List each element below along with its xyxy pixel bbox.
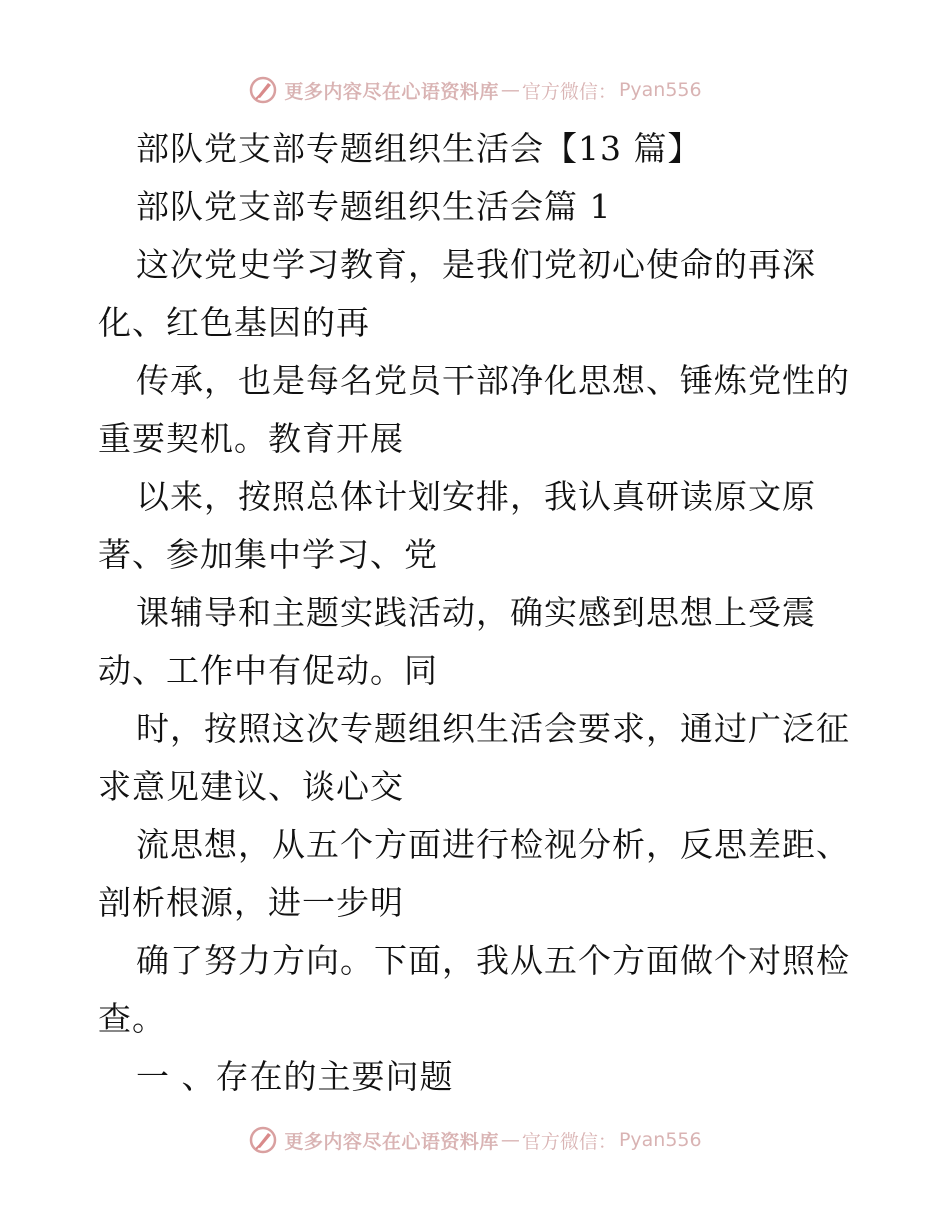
watermark-main-text: 更多内容尽在心语资料库	[284, 80, 499, 103]
watermark-wechat-id: Pyan556	[618, 1129, 702, 1151]
paragraph-line: 化、红色基因的再	[98, 303, 370, 342]
header-watermark-banner	[0, 70, 950, 110]
paragraph-line: 动、工作中有促动。同	[98, 651, 438, 690]
paragraph-line: 求意见建议、谈心交	[98, 767, 404, 806]
paragraph-line: 重要契机。教育开展	[98, 419, 404, 458]
paragraph-line: 查。	[98, 999, 166, 1038]
paragraph-line: 这次党史学习教育，是我们党初心使命的再深	[136, 245, 816, 284]
watermark-sub-text: 官方微信：	[521, 80, 617, 103]
paragraph-line: 时，按照这次专题组织生活会要求，通过广泛征	[136, 709, 850, 748]
document-title: 部队党支部专题组织生活会【13 篇】	[136, 129, 702, 168]
paragraph-line: 传承，也是每名党员干部净化思想、锤炼党性的	[136, 361, 850, 400]
watermark-dash: —	[500, 79, 520, 101]
paragraph-line: 著、参加集中学习、党	[98, 535, 438, 574]
paragraph-line: 剖析根源，进一步明	[98, 883, 404, 922]
watermark-wechat-id: Pyan556	[618, 79, 702, 101]
footer-watermark-banner	[0, 1120, 950, 1160]
quill-pen-logo-icon	[248, 75, 278, 105]
subsection-heading: 一 、存在的主要问题	[136, 1057, 454, 1096]
quill-pen-logo-icon	[248, 1125, 278, 1155]
paragraph-line: 确了努力方向。下面，我从五个方面做个对照检	[136, 941, 850, 980]
paragraph-line: 流思想，从五个方面进行检视分析，反思差距、	[136, 825, 850, 864]
document-body	[98, 120, 858, 1106]
watermark-sub-text: 官方微信：	[521, 1130, 617, 1153]
paragraph-line: 课辅导和主题实践活动，确实感到思想上受震	[136, 593, 816, 632]
watermark-main-text: 更多内容尽在心语资料库	[284, 1130, 499, 1153]
paragraph-line: 以来，按照总体计划安排，我认真研读原文原	[136, 477, 816, 516]
section-heading: 部队党支部专题组织生活会篇 1	[136, 187, 612, 226]
watermark-dash: —	[500, 1129, 520, 1151]
